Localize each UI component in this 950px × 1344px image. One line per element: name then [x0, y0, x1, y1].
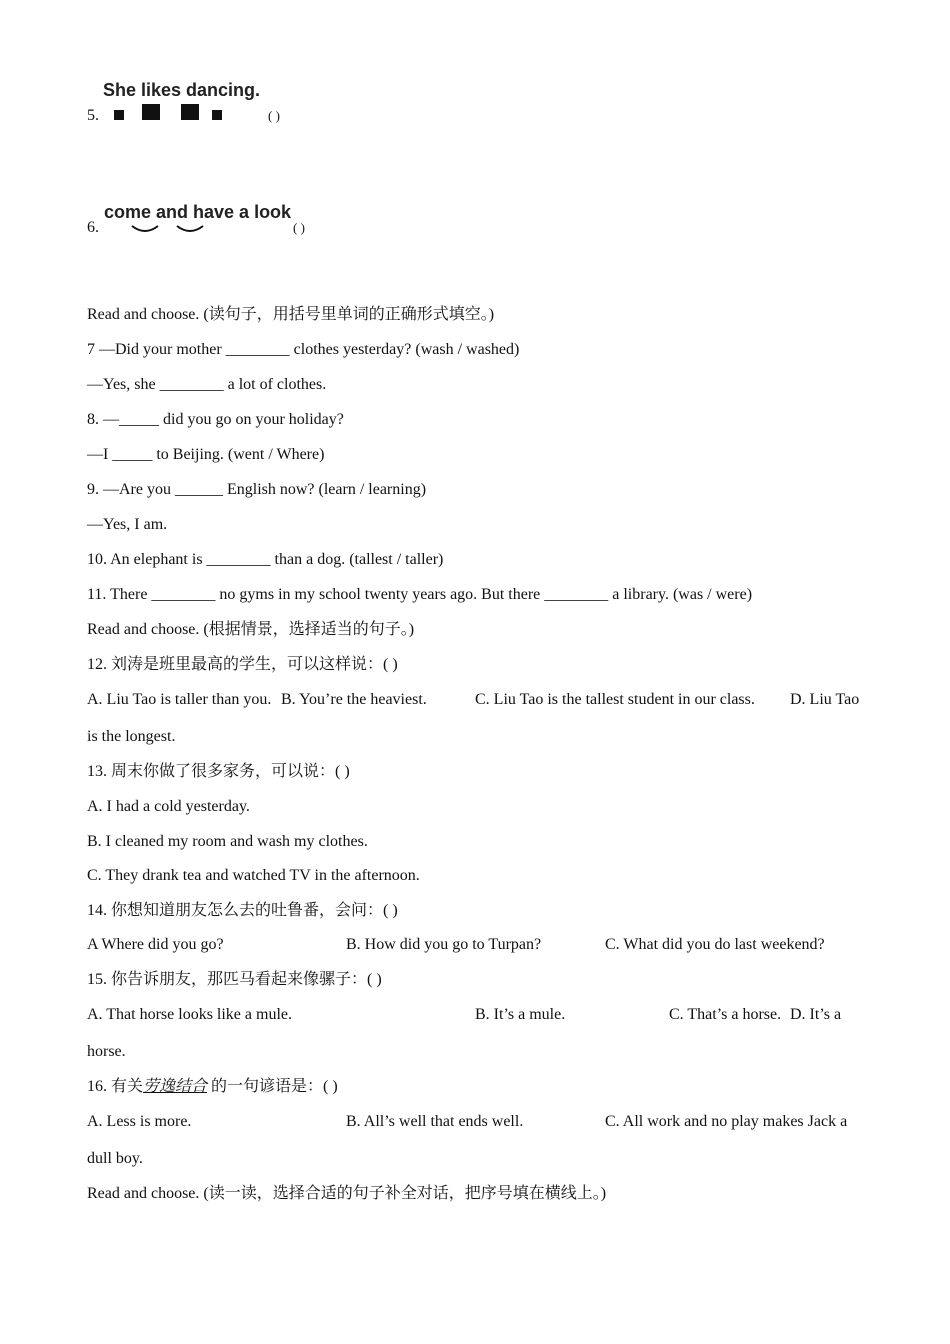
q12-question: 12. 刘涛是班里最高的学生，可以这样说：( ) — [87, 656, 398, 673]
q7-answer: —Yes, she ________ a lot of clothes. — [87, 376, 327, 393]
linking-arc-2 — [175, 224, 205, 236]
q13-option-b: B. I cleaned my room and wash my clothes. — [87, 833, 368, 850]
q16-option-c: C. All work and no play makes Jack a — [605, 1113, 848, 1130]
q5-sentence-image-text: She likes dancing. — [103, 80, 261, 100]
q16-emphasized-phrase: 劳逸结合 — [143, 1078, 208, 1095]
q15-option-b: B. It’s a mule. — [475, 1006, 566, 1023]
q14-question: 14. 你想知道朋友怎么去的吐鲁番，会问：( ) — [87, 902, 398, 919]
q12-option-c: C. Liu Tao is the tallest student in our class. — [475, 691, 755, 708]
q10-question: 10. An elephant is ________ than a dog. (tallest / taller) — [87, 551, 444, 568]
q9-answer: —Yes, I am. — [87, 516, 168, 533]
q16-question — [87, 1077, 338, 1097]
q16-option-a: A. Less is more. — [87, 1113, 192, 1130]
q15-option-d-continued: horse. — [87, 1043, 126, 1060]
section-c-instruction: Read and choose. (读一读，选择合适的句子补全对话，把序号填在横线上。) — [87, 1185, 607, 1202]
q13-option-c: C. They drank tea and watched TV in the afternoon. — [87, 867, 420, 884]
q16-option-c-continued: dull boy. — [87, 1150, 143, 1167]
q12-option-a: A. Liu Tao is taller than you. — [87, 691, 272, 708]
linking-arc-1 — [130, 224, 160, 236]
q13-question: 13. 周末你做了很多家务，可以说：( ) — [87, 763, 350, 780]
q15-option-c: C. That’s a horse. — [669, 1006, 782, 1023]
q12-option-d-continued: is the longest. — [87, 728, 176, 745]
q15-option-a: A. That horse looks like a mule. — [87, 1006, 292, 1023]
q11-question: 11. There ________ no gyms in my school twenty years ago. But there ________ a library. (was / were) — [87, 586, 753, 603]
q14-option-a: A Where did you go? — [87, 936, 224, 953]
q14-option-c: C. What did you do last weekend? — [605, 936, 825, 953]
section-a-instruction: Read and choose. (读句子，用括号里单词的正确形式填空。) — [87, 306, 495, 323]
q6-number: 6. — [87, 219, 99, 236]
q16-question-suffix: 的一句谚语是：( ) — [211, 1078, 338, 1095]
stress-mark-large — [181, 104, 199, 120]
q13-option-a: A. I had a cold yesterday. — [87, 798, 250, 815]
q15-question: 15. 你告诉朋友，那匹马看起来像骡子：( ) — [87, 971, 382, 988]
stress-mark-small — [114, 110, 124, 120]
q12-option-b: B. You’re the heaviest. — [281, 691, 427, 708]
q8-question: 8. —_____ did you go on your holiday? — [87, 411, 344, 428]
q12-option-d: D. Liu Tao — [790, 691, 860, 708]
stress-mark-large — [142, 104, 160, 120]
stress-mark-small — [212, 110, 222, 120]
q9-question: 9. —Are you ______ English now? (learn / learning) — [87, 481, 427, 498]
q7-question: 7 —Did your mother ________ clothes yesterday? (wash / washed) — [87, 341, 520, 358]
section-b-instruction: Read and choose. (根据情景，选择适当的句子。) — [87, 621, 415, 638]
q8-answer: —I _____ to Beijing. (went / Where) — [87, 446, 325, 463]
q14-option-b: B. How did you go to Turpan? — [346, 936, 542, 953]
q5-answer-bracket: ( ) — [268, 108, 280, 123]
q6-answer-bracket: ( ) — [293, 220, 305, 235]
q16-option-b: B. All’s well that ends well. — [346, 1113, 524, 1130]
q15-option-d: D. It’s a — [790, 1006, 842, 1023]
q16-question-prefix: 16. 有关 — [87, 1078, 144, 1095]
q5-number: 5. — [87, 107, 99, 124]
q6-phrase-image-text: come and have a look — [104, 202, 292, 222]
